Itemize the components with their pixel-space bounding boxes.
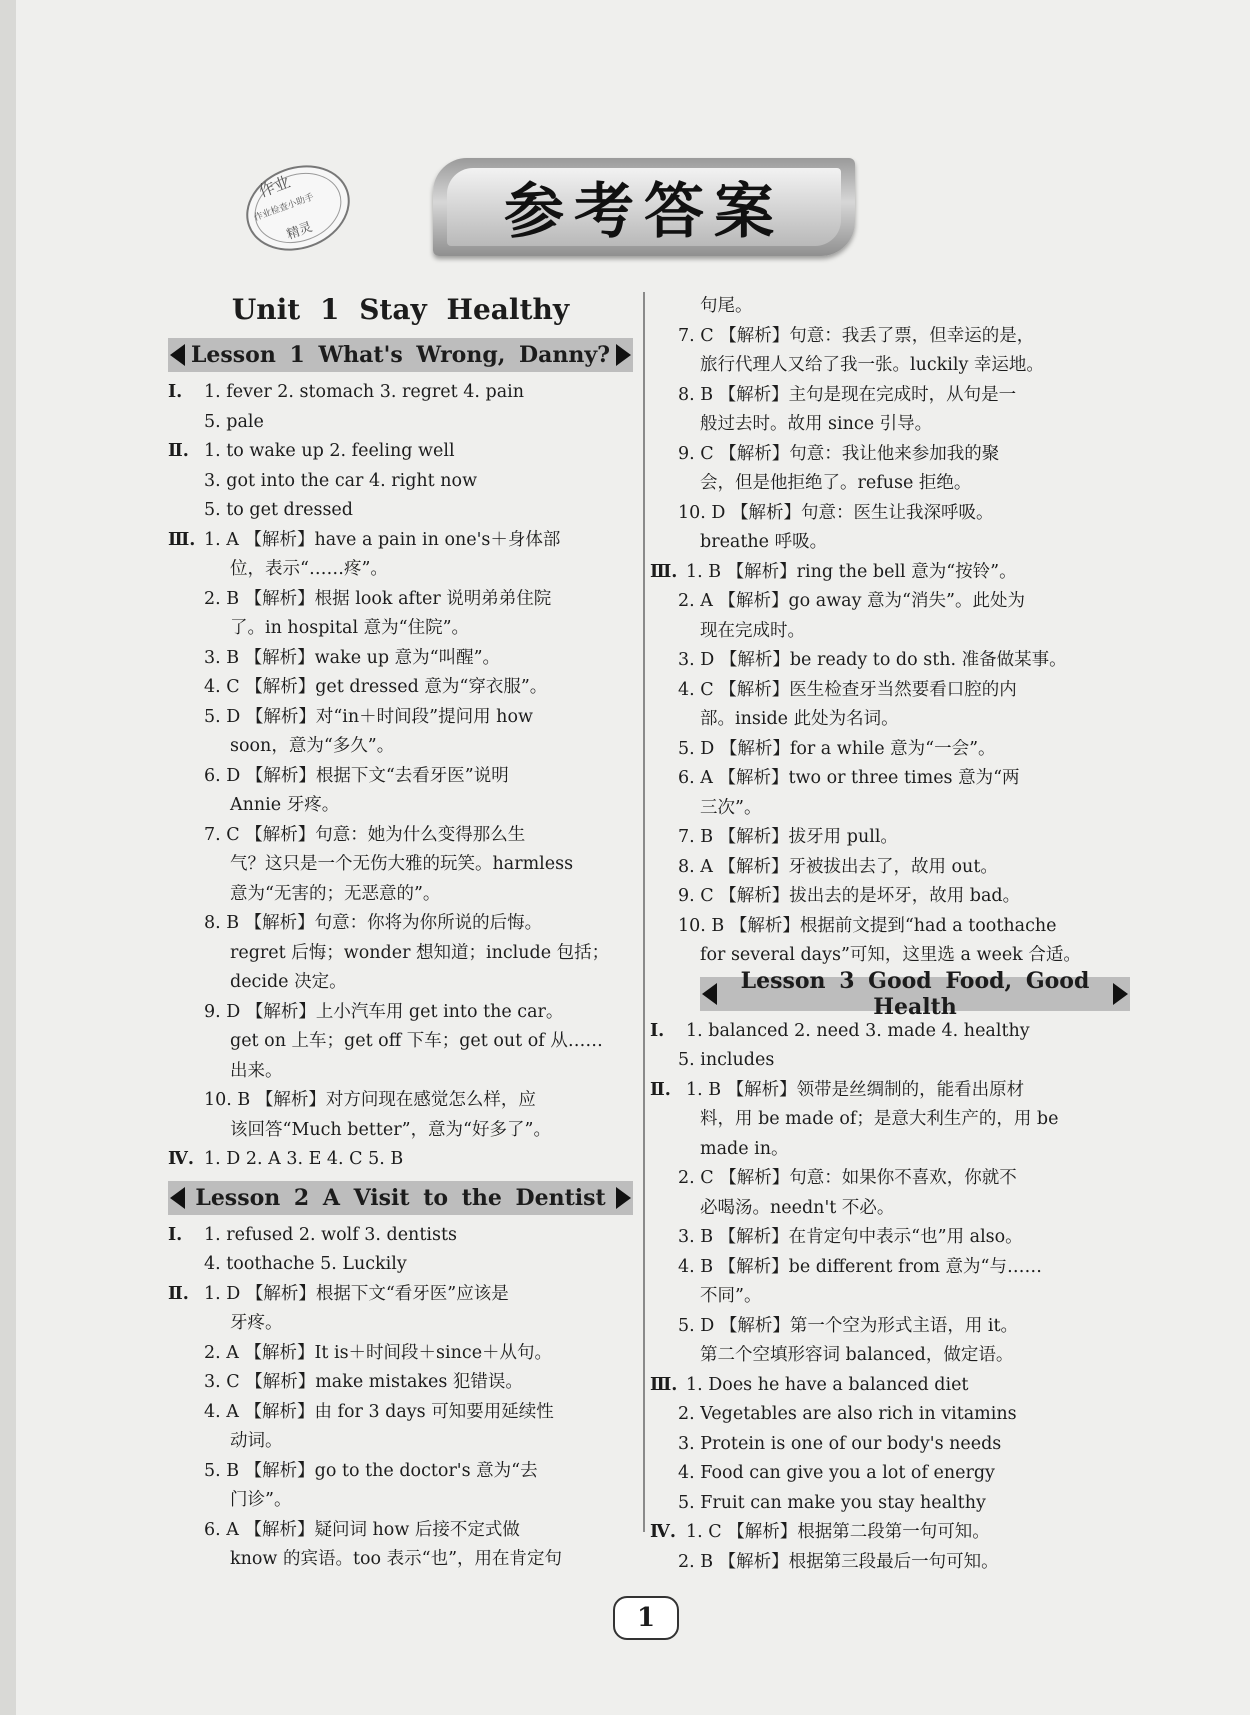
- answer-line: [678, 823, 1130, 853]
- lesson-header: [700, 967, 1130, 1020]
- section-number: Ⅲ.: [650, 561, 678, 582]
- answer-text: 8. A 【解析】牙被拔出去了，故用 out。: [678, 856, 998, 877]
- answer-line: [700, 705, 1130, 735]
- answer-line: [678, 1459, 1130, 1489]
- answer-line: [168, 614, 633, 644]
- answer-line: [678, 1253, 1130, 1283]
- section-number: Ⅳ.: [650, 1522, 676, 1542]
- stamp-text-2: 作业检查小助手: [252, 192, 316, 224]
- answer-line: [168, 496, 633, 526]
- answer-line: [168, 673, 633, 703]
- answer-line: [168, 1545, 633, 1575]
- answer-text: 1. C 【解析】根据第二段第一句可知。: [686, 1522, 990, 1542]
- answer-line: [678, 764, 1130, 794]
- answer-line: [700, 617, 1130, 647]
- answer-text: 动词。: [230, 1431, 283, 1451]
- triangle-left-icon: [702, 983, 717, 1005]
- answer-line: [168, 968, 633, 998]
- left-column-body: [168, 338, 633, 1575]
- answer-text: 4. A 【解析】由 for 3 days 可知要用延续性: [204, 1401, 554, 1422]
- answer-line: [168, 1086, 633, 1116]
- answer-text: 4. C 【解析】医生检查牙当然要看口腔的内: [678, 679, 1017, 700]
- answer-text: 10. B 【解析】根据前文提到“had a toothache: [678, 915, 1057, 936]
- right-column-body: [650, 292, 1130, 1577]
- answer-line: [700, 1194, 1130, 1224]
- answer-text: 1. D 【解析】根据下文“看牙医”应该是: [204, 1283, 509, 1304]
- answer-text: 6. A 【解析】疑问词 how 后接不定式做: [204, 1519, 520, 1540]
- answer-line: [678, 1223, 1130, 1253]
- answer-line: [700, 1105, 1130, 1135]
- lesson-title: Lesson 3 Good Food, Good Health: [740, 967, 1090, 1020]
- answer-text: 7. C 【解析】句意：她为什么变得那么生: [204, 824, 526, 845]
- answer-line: [168, 1339, 633, 1369]
- triangle-right-icon: [1113, 983, 1128, 1005]
- answer-text: 4. Food can give you a lot of energy: [678, 1463, 995, 1483]
- answer-text: 9. D 【解析】上小汽车用 get into the car。: [204, 1001, 564, 1022]
- answer-text: 料，用 be made of；是意大利生产的，用 be: [700, 1109, 1059, 1129]
- answer-text: 1. fever 2. stomach 3. regret 4. pain: [204, 382, 524, 402]
- triangle-right-icon: [616, 344, 631, 366]
- answer-text: 2. Vegetables are also rich in vitamins: [678, 1404, 1017, 1424]
- answer-line: [650, 1518, 1130, 1548]
- answer-text: 5. D 【解析】对“in＋时间段”提问用 how: [204, 706, 533, 727]
- answer-text: 位，表示“……疼”。: [230, 559, 388, 579]
- lesson-title: Lesson 2 A Visit to the Dentist: [195, 1184, 606, 1211]
- section-number: Ⅰ.: [168, 382, 183, 402]
- answer-text: 会，但是他拒绝了。refuse 拒绝。: [700, 473, 972, 493]
- answer-line: [168, 1221, 633, 1251]
- answer-text: for several days”可知，这里选 a week 合适。: [700, 945, 1081, 965]
- answer-text: 9. C 【解析】拔出去的是坏牙，故用 bad。: [678, 886, 1021, 906]
- answer-line: [168, 703, 633, 733]
- answer-line: [168, 998, 633, 1028]
- section-number: Ⅱ.: [168, 441, 189, 461]
- answer-text: 必喝汤。needn't 不必。: [700, 1197, 895, 1218]
- lesson-title: Lesson 1 What's Wrong, Danny?: [190, 342, 611, 368]
- answer-text: 1. to wake up 2. feeling well: [204, 441, 455, 461]
- answer-text: 7. B 【解析】拔牙用 pull。: [678, 827, 898, 847]
- answer-text: 8. B 【解析】主句是现在完成时，从句是一: [678, 384, 1017, 405]
- answer-text: 1. D 2. A 3. E 4. C 5. B: [204, 1149, 404, 1169]
- answer-text: 3. B 【解析】在肯定句中表示“也”用 also。: [678, 1227, 1023, 1247]
- answer-line: [700, 528, 1130, 558]
- section-number: Ⅰ.: [650, 1020, 665, 1041]
- section-number: Ⅰ.: [168, 1224, 183, 1245]
- answer-line: [168, 791, 633, 821]
- answer-line: [700, 1341, 1130, 1371]
- answer-line: [168, 939, 633, 969]
- answer-text: 2. B 【解析】根据第三段最后一句可知。: [678, 1551, 999, 1572]
- answer-text: 8. B 【解析】句意：你将为你所说的后悔。: [204, 913, 543, 933]
- section-number: Ⅲ.: [168, 529, 196, 550]
- triangle-right-icon: [616, 1187, 631, 1209]
- answer-line: [700, 1135, 1130, 1165]
- answer-text: 3. D 【解析】be ready to do sth. 准备做某事。: [678, 650, 1067, 670]
- answer-line: [678, 735, 1130, 765]
- answer-line: [168, 1516, 633, 1546]
- answer-line: [650, 1017, 1130, 1047]
- answer-text: 4. toothache 5. Luckily: [204, 1254, 407, 1274]
- answer-line: [678, 912, 1130, 942]
- triangle-left-icon: [170, 344, 185, 366]
- answer-line: [700, 351, 1130, 381]
- answer-text: 3. B 【解析】wake up 意为“叫醒”。: [204, 647, 501, 668]
- answer-text: 5. pale: [204, 411, 264, 432]
- answer-text: 6. A 【解析】two or three times 意为“两: [678, 768, 1020, 788]
- answer-line: [678, 1548, 1130, 1578]
- answer-text: 1. Does he have a balanced diet: [686, 1374, 969, 1395]
- answer-text: 该回答“Much better”，意为“好多了”。: [230, 1119, 551, 1140]
- answer-line: [700, 1282, 1130, 1312]
- answer-line: [168, 467, 633, 497]
- answer-text: 3. got into the car 4. right now: [204, 470, 478, 491]
- answer-line: [650, 1076, 1130, 1106]
- answer-line: [168, 1280, 633, 1310]
- right-column: [650, 292, 1130, 1577]
- answer-line: [678, 1312, 1130, 1342]
- answer-text: 般过去时。故用 since 引导。: [700, 414, 933, 434]
- answer-text: 5. to get dressed: [204, 500, 353, 520]
- answer-line: [168, 1486, 633, 1516]
- column-divider: [643, 292, 645, 1532]
- answer-line: [168, 378, 633, 408]
- answer-line: [700, 941, 1130, 971]
- answer-line: [678, 322, 1130, 352]
- stamp-text-1: 作业: [256, 172, 293, 201]
- answer-line: [168, 1309, 633, 1339]
- answer-text: 9. C 【解析】句意：我让他来参加我的聚: [678, 443, 1000, 464]
- answer-line: [168, 850, 633, 880]
- answer-text: 2. B 【解析】根据 look after 说明弟弟住院: [204, 588, 552, 609]
- section-number: Ⅱ.: [168, 1283, 189, 1304]
- answer-line: [700, 292, 1130, 322]
- answer-text: 5. includes: [678, 1050, 775, 1070]
- answer-text: 2. A 【解析】It is＋时间段＋since＋从句。: [204, 1342, 553, 1363]
- left-column: [168, 292, 633, 1575]
- answer-line: [168, 1116, 633, 1146]
- answer-line: [678, 853, 1130, 883]
- answer-line: [678, 499, 1130, 529]
- answer-line: [168, 821, 633, 851]
- answer-line: [168, 1368, 633, 1398]
- answer-text: 10. B 【解析】对方问现在感觉怎么样，应: [204, 1090, 536, 1110]
- answer-line: [700, 469, 1130, 499]
- answer-text: 5. D 【解析】第一个空为形式主语，用 it。: [678, 1315, 1019, 1336]
- banner-title: 参考答案: [504, 177, 784, 247]
- answer-line: [168, 1457, 633, 1487]
- answer-text: get on 上车；get off 下车；get out of 从……: [230, 1031, 603, 1051]
- section-number: Ⅳ.: [168, 1149, 194, 1169]
- answer-line: [168, 1250, 633, 1280]
- answer-text: 现在完成时。: [700, 620, 805, 641]
- answer-line: [678, 882, 1130, 912]
- answer-text: 部。inside 此处为名词。: [700, 709, 899, 729]
- answer-line: [168, 909, 633, 939]
- answer-text: 5. B 【解析】go to the doctor's 意为“去: [204, 1460, 538, 1481]
- answer-text: Annie 牙疼。: [230, 795, 340, 815]
- stamp-text-3: 精灵: [284, 219, 315, 243]
- homework-stamp-logo: [240, 150, 358, 258]
- answer-line: [168, 732, 633, 762]
- answer-line: [650, 558, 1130, 588]
- answer-text: 1. B 【解析】领带是丝绸制的，能看出原材: [686, 1079, 1025, 1100]
- answer-line: [678, 1400, 1130, 1430]
- answer-line: [678, 1430, 1130, 1460]
- answer-text: 3. Protein is one of our body's needs: [678, 1433, 1002, 1454]
- answer-text: 5. D 【解析】for a while 意为“一会”。: [678, 738, 996, 759]
- answer-line: [168, 555, 633, 585]
- answer-text: 出来。: [230, 1060, 283, 1081]
- answer-text: 2. C 【解析】句意：如果你不喜欢，你就不: [678, 1168, 1017, 1188]
- section-number: Ⅲ.: [650, 1374, 678, 1395]
- answer-text: 气？这只是一个无伤大雅的玩笑。harmless: [230, 854, 574, 874]
- answer-text: 1. B 【解析】ring the bell 意为“按铃”。: [686, 561, 1017, 582]
- answer-line: [168, 437, 633, 467]
- answer-text: regret 后悔；wonder 想知道；include 包括；: [230, 942, 610, 963]
- answer-line: [168, 644, 633, 674]
- answer-text: 了。in hospital 意为“住院”。: [230, 618, 470, 638]
- answer-text: decide 决定。: [230, 972, 347, 992]
- answer-text: 4. C 【解析】get dressed 意为“穿衣服”。: [204, 677, 548, 697]
- answer-line: [168, 585, 633, 615]
- answer-line: [650, 1371, 1130, 1401]
- answer-line: [678, 440, 1130, 470]
- answer-line: [168, 1057, 633, 1087]
- answer-line: [168, 1027, 633, 1057]
- answer-text: 4. B 【解析】be different from 意为“与……: [678, 1256, 1042, 1277]
- answer-line: [700, 410, 1130, 440]
- answer-text: soon，意为“多久”。: [230, 736, 395, 756]
- answer-text: made in。: [700, 1138, 789, 1159]
- triangle-left-icon: [170, 1187, 185, 1209]
- answer-line: [168, 1427, 633, 1457]
- answer-text: 6. D 【解析】根据下文“去看牙医”说明: [204, 765, 509, 786]
- section-number: Ⅱ.: [650, 1079, 671, 1100]
- answer-text: 句尾。: [700, 296, 753, 316]
- answer-text: 不同”。: [700, 1286, 762, 1306]
- answer-key-banner: [433, 158, 855, 256]
- answer-text: 牙疼。: [230, 1313, 283, 1333]
- answer-line: [678, 1046, 1130, 1076]
- answer-line: [168, 526, 633, 556]
- answer-line: [678, 676, 1130, 706]
- page-number: 1: [613, 1596, 679, 1640]
- answer-text: 7. C 【解析】句意：我丢了票，但幸运的是，: [678, 325, 1035, 346]
- answer-line: [678, 587, 1130, 617]
- unit-title: Unit 1 Stay Healthy: [231, 293, 570, 326]
- answer-text: 2. A 【解析】go away 意为“消失”。此处为: [678, 591, 1025, 611]
- answer-text: 旅行代理人又给了我一张。luckily 幸运地。: [700, 355, 1044, 375]
- page-edge: [0, 0, 16, 1715]
- answer-text: 第二个空填形容词 balanced，做定语。: [700, 1345, 1014, 1365]
- answer-line: [678, 381, 1130, 411]
- answer-text: 1. balanced 2. need 3. made 4. healthy: [686, 1020, 1030, 1041]
- answer-text: breathe 呼吸。: [700, 532, 828, 552]
- answer-line: [168, 762, 633, 792]
- lesson-header: [168, 1181, 633, 1215]
- answer-text: 1. A 【解析】have a pain in one's＋身体部: [204, 529, 561, 550]
- answer-text: 5. Fruit can make you stay healthy: [678, 1492, 986, 1513]
- answer-line: [168, 1398, 633, 1428]
- answer-line: [168, 408, 633, 438]
- answer-line: [678, 646, 1130, 676]
- answer-text: 3. C 【解析】make mistakes 犯错误。: [204, 1372, 523, 1392]
- answer-text: 意为“无害的；无恶意的”。: [230, 883, 441, 904]
- answer-text: 1. refused 2. wolf 3. dentists: [204, 1224, 457, 1245]
- answer-line: [168, 880, 633, 910]
- answer-text: 三次”。: [700, 797, 762, 818]
- answer-text: 10. D 【解析】句意：医生让我深呼吸。: [678, 502, 994, 523]
- answer-line: [168, 1145, 633, 1175]
- answer-line: [678, 1164, 1130, 1194]
- answer-text: know 的宾语。too 表示“也”，用在肯定句: [230, 1549, 563, 1569]
- lesson-header: [168, 338, 633, 372]
- answer-text: 门诊”。: [230, 1490, 292, 1510]
- answer-line: [678, 1489, 1130, 1519]
- answer-line: [700, 794, 1130, 824]
